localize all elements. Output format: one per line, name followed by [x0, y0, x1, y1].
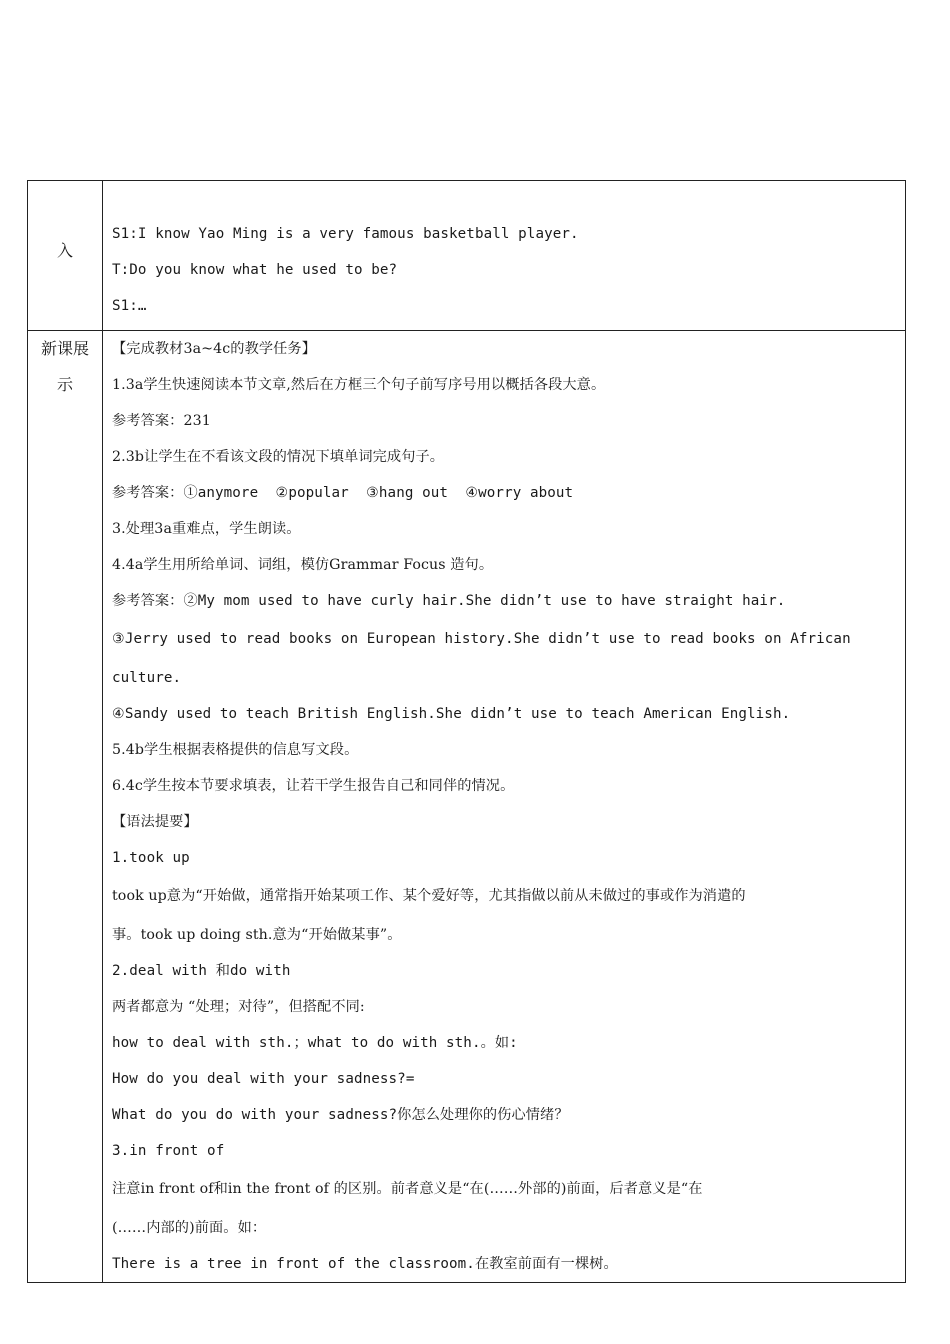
text-line: 2.deal with 和do with [112, 963, 291, 979]
text-line: 两者都意为 “处理；对待”，但搭配不同: [112, 999, 365, 1015]
row-label: 新课展 [40, 339, 89, 358]
text-line: (……内部的)前面。如： [112, 1220, 267, 1236]
text-line: took up意为“开始做，通常指开始某项工作、某个爱好等，尤其指做以前从未做过的事或作为消遣的 [112, 888, 746, 904]
row-label: 示 [56, 375, 73, 394]
text-line: 注意in front of和in the front of 的区别。前者意义是“在(……外部的)前面，后者意义是“在 [112, 1181, 703, 1197]
text-line: 6.4c学生按本节要求填表，让若干学生报告自己和同伴的情况。 [112, 778, 515, 794]
text-line: 5.4b学生根据表格提供的信息写文段。 [112, 742, 359, 758]
text-line: S1:… [112, 298, 147, 314]
text-line: T:Do you know what he used to be? [112, 262, 398, 278]
text-line: ④Sandy used to teach British English.She didn’t use to teach American English. [112, 706, 791, 722]
text-line: 事。took up doing sth.意为“开始做某事”。 [112, 927, 402, 943]
text-line: How do you deal with your sadness?= [112, 1071, 415, 1087]
text-line: 3.处理3a重难点，学生朗读。 [112, 521, 301, 537]
table-row [28, 331, 906, 1283]
text-line: 参考答案：②My mom used to have curly hair.She didn’t use to have straight hair. [112, 593, 786, 609]
row-label-cell [28, 331, 103, 1283]
text-line: There is a tree in front of the classroom.在教室前面有一棵树。 [112, 1256, 618, 1272]
table-row [28, 181, 906, 331]
text-line: 2.3b让学生在不看该文段的情况下填单词完成句子。 [112, 449, 445, 465]
text-line: culture. [112, 670, 182, 686]
row-label-cell [28, 181, 103, 331]
text-line: 参考答案：①anymore ②popular ③hang out ④worry about [112, 485, 574, 501]
row-label: 入 [56, 241, 73, 260]
section-heading: 【语法提要】 [112, 814, 198, 830]
text-line: ③Jerry used to read books on European history.She didn’t use to read books on African [112, 631, 851, 647]
text-line: 1.3a学生快速阅读本节文章,然后在方框三个句子前写序号用以概括各段大意。 [112, 377, 606, 393]
section-heading: 【完成教材3a~4c的教学任务】 [112, 341, 317, 357]
row-content-cell [103, 181, 906, 331]
row-content-cell [103, 331, 906, 1283]
text-line: 参考答案：231 [112, 413, 211, 429]
text-line: S1:I know Yao Ming is a very famous basketball player. [112, 226, 579, 242]
text-line: 4.4a学生用所给单词、词组，模仿Grammar Focus 造句。 [112, 557, 494, 573]
text-line: What do you do with your sadness?你怎么处理你的伤心情绪？ [112, 1107, 569, 1123]
lesson-plan-table [27, 180, 906, 1283]
text-line: 3.in front of [112, 1143, 225, 1159]
text-line: 1.took up [112, 850, 190, 866]
text-line: how to deal with sth.；what to do with sth.。如: [112, 1035, 518, 1051]
